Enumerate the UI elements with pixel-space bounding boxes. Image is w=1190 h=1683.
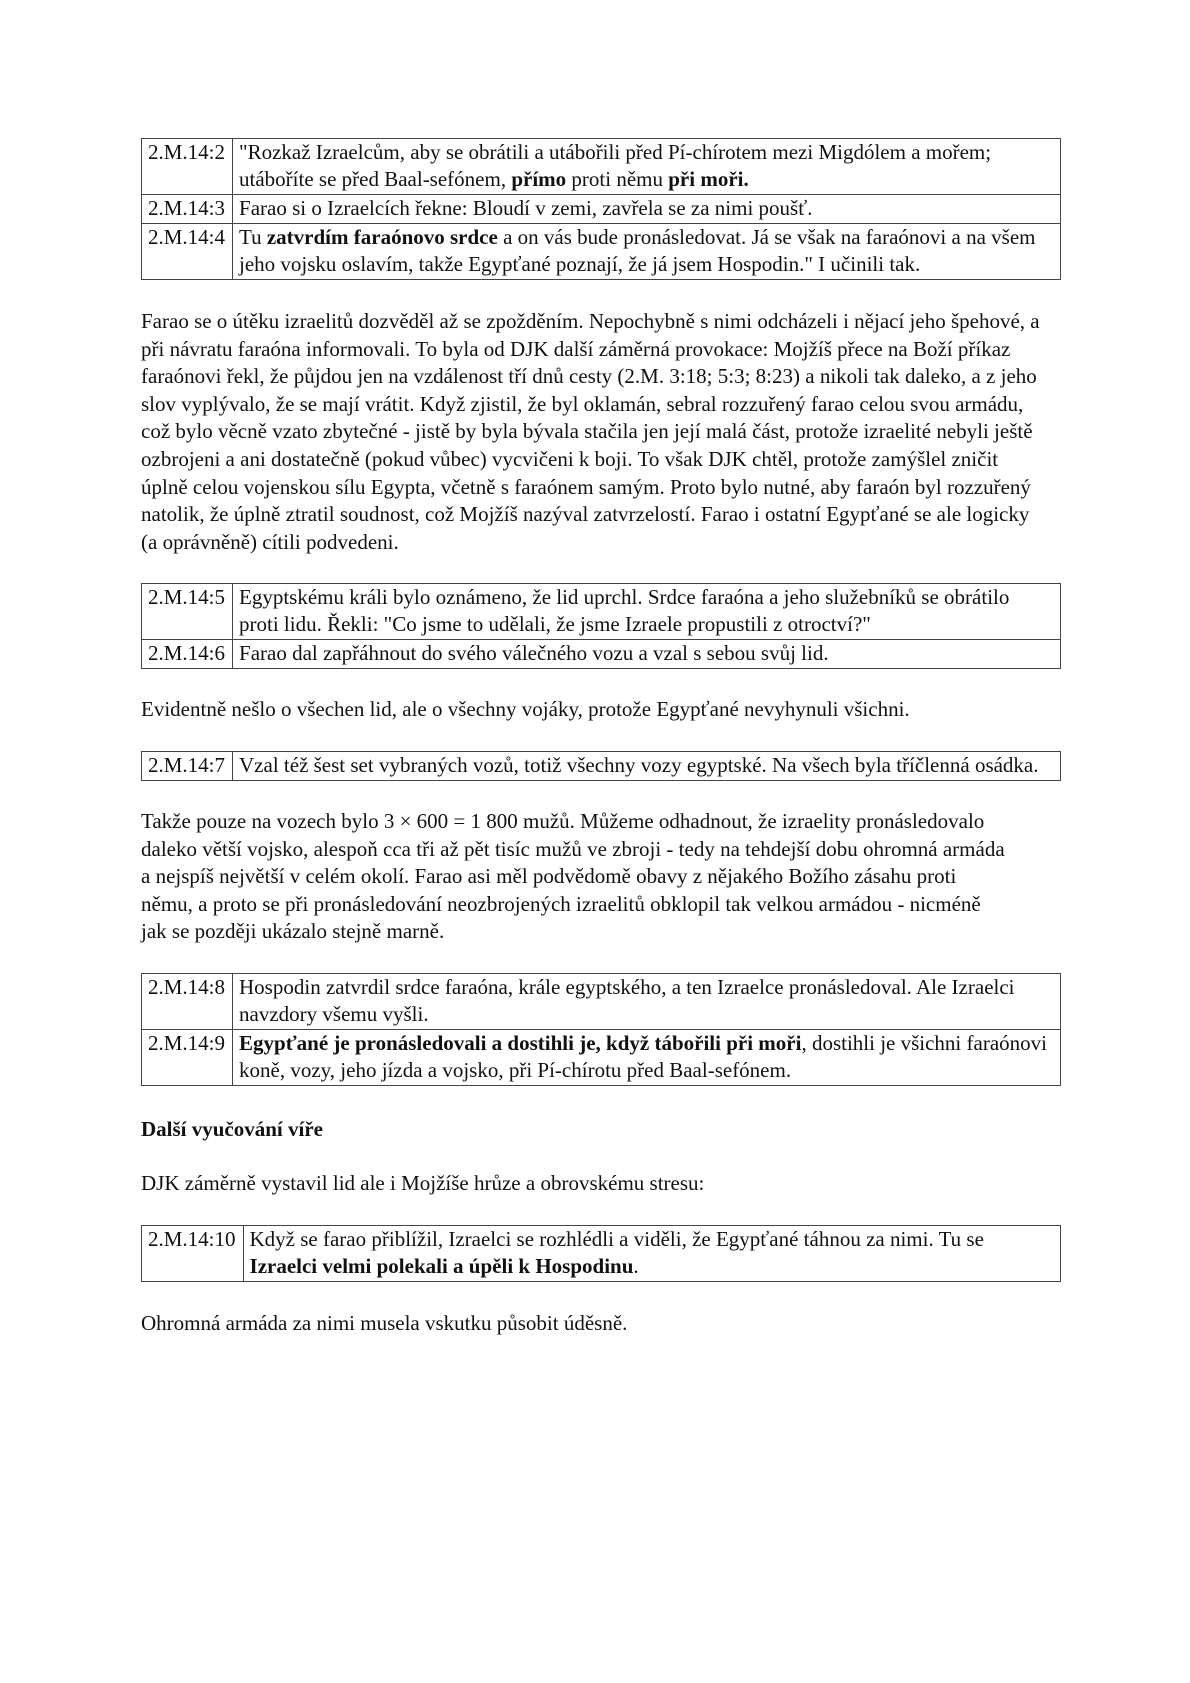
verse-text-segment: Farao dal zapřáhnout do svého válečného vozu a vzal s sebou svůj lid. (239, 641, 829, 666)
emphasized-text: přímo (511, 167, 567, 191)
verse-table (141, 138, 1061, 280)
verse-text (233, 224, 1061, 280)
verse-text-segment: "Rozkaž Izraelcům, aby se obrátili a utábořili před Pí-chírotem mezi Migdólem a mořem; utáboříte se před Baal-sefónem, (239, 140, 992, 191)
verse-reference: 2.M.14:9 (142, 1029, 233, 1085)
emphasized-text: Egypťané je pronásledovali a dostihli je, když tábořili při moři (239, 1030, 802, 1055)
commentary-paragraph: DJK záměrně vystavil lid ale i Mojžíše hrůze a obrovskému stresu: (141, 1170, 705, 1195)
commentary-paragraph: Evidentně nešlo o všechen lid, ale o všechny vojáky, protože Egypťané nevyhynuli všichni. (141, 697, 910, 722)
emphasized-text: zatvrdím faraónovo srdce (266, 225, 498, 249)
emphasized-text: Izraelci velmi polekali a úpěli k Hospodinu (249, 1253, 634, 1278)
verse-text (233, 139, 1061, 195)
verse-row (142, 1225, 1061, 1281)
verse-row (142, 584, 1061, 640)
verse-text-segment: , dostihli je všichni faraónovi koně, vozy, jeho jízda a vojsko, při Pí-chírotu před Baal-sefónem. (239, 1030, 1047, 1082)
commentary-paragraph: Ohromná armáda za nimi musela vskutku působit úděsně. (141, 1310, 628, 1335)
verse-row (142, 973, 1061, 1029)
document-page (141, 138, 1061, 1337)
verse-text (243, 1225, 1060, 1281)
verse-reference: 2.M.14:7 (142, 751, 233, 780)
verse-text-segment: . (633, 1253, 639, 1278)
verse-row (142, 1029, 1061, 1085)
verse-text (233, 751, 1061, 780)
verse-table (141, 751, 1061, 781)
verse-text-segment: Hospodin zatvrdil srdce faraóna, krále egyptského, a ten Izraelce pronásledoval. Ale Izraelci navzdory všemu vyšli. (239, 974, 1015, 1026)
verse-text (233, 973, 1061, 1029)
verse-table (141, 973, 1061, 1086)
verse-row (142, 139, 1061, 195)
commentary-paragraph: Farao se o útěku izraelitů dozvěděl až se zpožděním. Nepochybně s nimi odcházeli i nějací jeho špehové, a při návratu faraóna informovali. To byla od DJK další záměrná provokace: Mojžíš přece na Boží příkaz faraónovi řekl, že půjdou jen na vzdálenost tří dnů cesty (2.M. 3:18; 5:3; 8:23) a nikoli tak daleko, a z jeho slov vyplývalo, že se mají vrátit. Když zjistil, že byl oklamán, sebral rozzuřený farao celou svou armádu, což bylo věcně vzato zbytečné - jistě by byla bývala stačila jen její malá část, protože izraelité nebyli ještě ozbrojeni a ani dostatečně (pokud vůbec) vycvičeni k boji. To však DJK chtěl, protože zamýšlel zničit úplně celou vojenskou sílu Egypta, včetně s faraónem samým. Proto bylo nutné, aby faraón byl rozzuřený natolik, že úplně ztratil soudnost, což Mojžíš nazýval zatvrzelostí. Farao i ostatní Egypťané se ale logicky (a oprávněně) cítili podvedeni. (141, 309, 1040, 554)
verse-text-segment: Egyptskému králi bylo oznámeno, že lid uprchl. Srdce faraóna a jeho služebníků se obrátilo proti lidu. Řekli: "Co jsme to udělali, že jsme Izraele propustili z otroctví?" (239, 585, 1010, 637)
verse-reference: 2.M.14:4 (142, 224, 233, 280)
verse-text-segment: Farao si o Izraelcích řekne: Bloudí v zemi, zavřela se za nimi poušť. (239, 196, 813, 220)
verse-text (233, 584, 1061, 640)
verse-text (233, 1029, 1061, 1085)
verse-row (142, 195, 1061, 224)
verse-reference: 2.M.14:5 (142, 584, 233, 640)
verse-row (142, 640, 1061, 669)
verse-text-segment: Když se farao přiblížil, Izraelci se rozhlédli a viděli, že Egypťané táhnou za nimi. Tu se (249, 1226, 984, 1251)
emphasized-text: při moři. (668, 167, 749, 191)
verse-text (233, 640, 1061, 669)
verse-text-segment: proti němu (566, 167, 669, 191)
verse-reference: 2.M.14:2 (142, 139, 233, 195)
section-heading: Další vyučování víře (141, 1116, 323, 1141)
verse-text-segment: Vzal též šest set vybraných vozů, totiž všechny vozy egyptské. Na všech byla tříčlenná osádka. (239, 752, 1039, 777)
verse-reference: 2.M.14:3 (142, 195, 233, 224)
verse-text (233, 195, 1061, 224)
commentary-paragraph: Takže pouze na vozech bylo 3 × 600 = 1 800 mužů. Můžeme odhadnout, že izraelity pronásledovalo daleko větší vojsko, alespoň cca tři až pět tisíc mužů ve zbroji - tedy na tehdejší dobu ohromná armáda a nejspíš největší v celém okolí. Farao asi měl podvědomě obavy z nějakého Božího zásahu proti němu, a proto se při pronásledování neozbrojených izraelitů obklopil tak velkou armádou - nicméně jak se později ukázalo stejně marně. (141, 808, 1005, 944)
verse-table (141, 583, 1061, 669)
verse-row (142, 751, 1061, 780)
verse-text-segment: a on vás bude pronásledovat. Já se však na faraónovi a na všem jeho vojsku oslavím, takže Egypťané poznají, že já jsem Hospodin." I učinili tak. (239, 225, 1036, 276)
verse-row (142, 224, 1061, 280)
verse-table (141, 1225, 1061, 1282)
verse-reference: 2.M.14:8 (142, 973, 233, 1029)
verse-reference: 2.M.14:10 (142, 1225, 244, 1281)
verse-reference: 2.M.14:6 (142, 640, 233, 669)
verse-text-segment: Tu (239, 225, 267, 249)
